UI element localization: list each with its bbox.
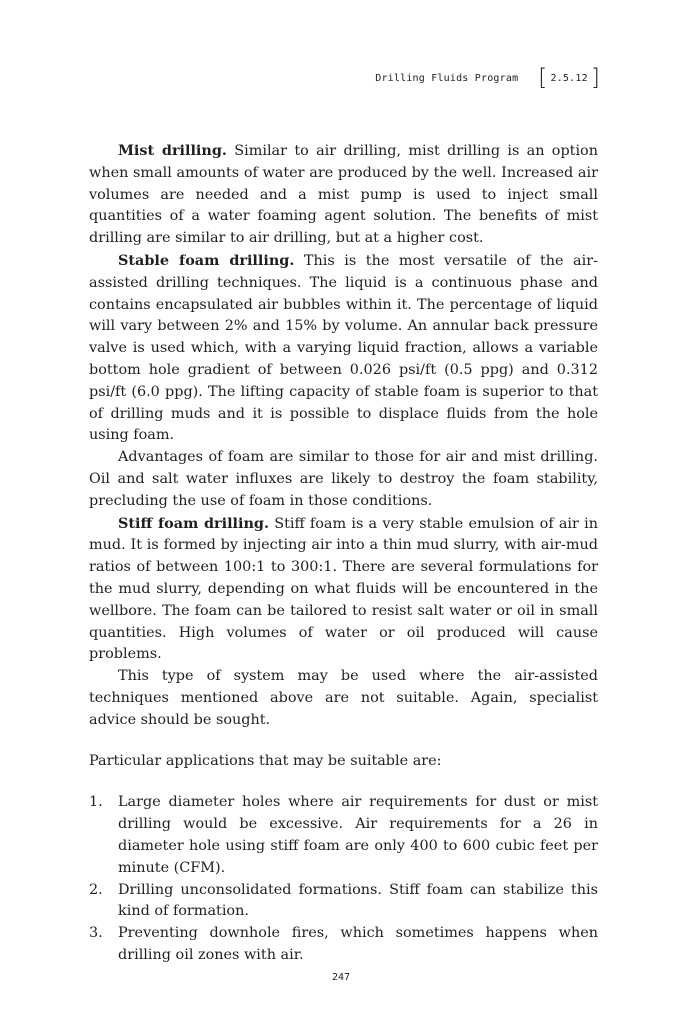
- list-item: [89, 792, 598, 879]
- paragraph-heading: Mist drilling.: [118, 142, 227, 159]
- running-header: [375, 64, 600, 92]
- section-number: 2.5.12: [550, 72, 588, 84]
- list-item-number: 3.: [89, 925, 103, 942]
- paragraph-heading: Stiff foam drilling.: [118, 514, 270, 532]
- paragraph-text: Stiff foam is a very stable emulsion of air in mud. It is formed by injecting air into a thin mud slurry, with air-mud ratios of between 100:1 to 300:1. There are several formulations for the mud slurry, depending on what fluids will be encountered in the wellbore. The foam can be tailored to resist salt water or oil in small quantities. High volumes of water or oil produced will cause problems.: [89, 515, 598, 663]
- paragraph-mist-drilling: [89, 140, 598, 250]
- list-item-text: Large diameter holes where air requirements for dust or mist drilling would be excessive. Air requirements for a 26 in diameter hole using stiff foam are only 400 to 600 cubic feet per minute (CFM).: [118, 794, 598, 876]
- applications-intro: Particular applications that may be suitable are:: [89, 752, 442, 769]
- section-bracket-close: ]: [590, 64, 600, 91]
- list-item: [89, 880, 598, 924]
- paragraph-stiff-foam-drilling: [89, 513, 598, 667]
- paragraph-system-usage: [89, 666, 598, 731]
- list-item-text: Drilling unconsolidated formations. Stiff foam can stabilize this kind of formation.: [118, 881, 598, 920]
- paragraph-text: This type of system may be used where the air-assisted techniques mentioned above are not suitable. Again, specialist advice should be sought.: [89, 668, 598, 728]
- paragraph-heading: Stable foam drilling.: [118, 251, 295, 269]
- applications-list: [89, 792, 598, 966]
- list-item-number: 1.: [89, 794, 103, 811]
- paragraph-stable-foam-drilling: [89, 250, 598, 447]
- paragraph-foam-advantages: [89, 447, 598, 512]
- paragraph-text: This is the most versatile of the air-assisted drilling techniques. The liquid is a continuous phase and contains encapsulated air bubbles within it. The percentage of liquid will vary between 2% and 15% by volume. An annular back pressure valve is used which, with a varying liquid fraction, allows a variable bottom hole gradient of between 0.026 psi/ft (0.5 ppg) and 0.312 psi/ft (6.0 ppg). The lifting capacity of stable foam is superior to that of drilling muds and it is possible to displace fluids from the hole using foam.: [89, 252, 598, 444]
- running-header-title: Drilling Fluids Program: [375, 72, 519, 84]
- paragraph-text: Advantages of foam are similar to those for air and mist drilling. Oil and salt water influxes are likely to destroy the foam stability, precluding the use of foam in those conditions.: [89, 449, 598, 509]
- list-item-number: 2.: [89, 881, 103, 898]
- section-bracket-open: [: [538, 64, 548, 91]
- list-item-text: Preventing downhole fires, which sometimes happens when drilling oil zones with air.: [118, 925, 598, 963]
- list-item: [89, 923, 598, 967]
- body-text: [89, 140, 598, 967]
- page-number: 247: [331, 972, 351, 983]
- paragraph-text: Similar to air drilling, mist drilling is an option when small amounts of water are produced by the well. Increased air volumes are needed and a mist pump is used to inject small quantities of a water foaming agent solution. The benefits of mist drilling are similar to air drilling, but at a higher cost.: [89, 143, 598, 247]
